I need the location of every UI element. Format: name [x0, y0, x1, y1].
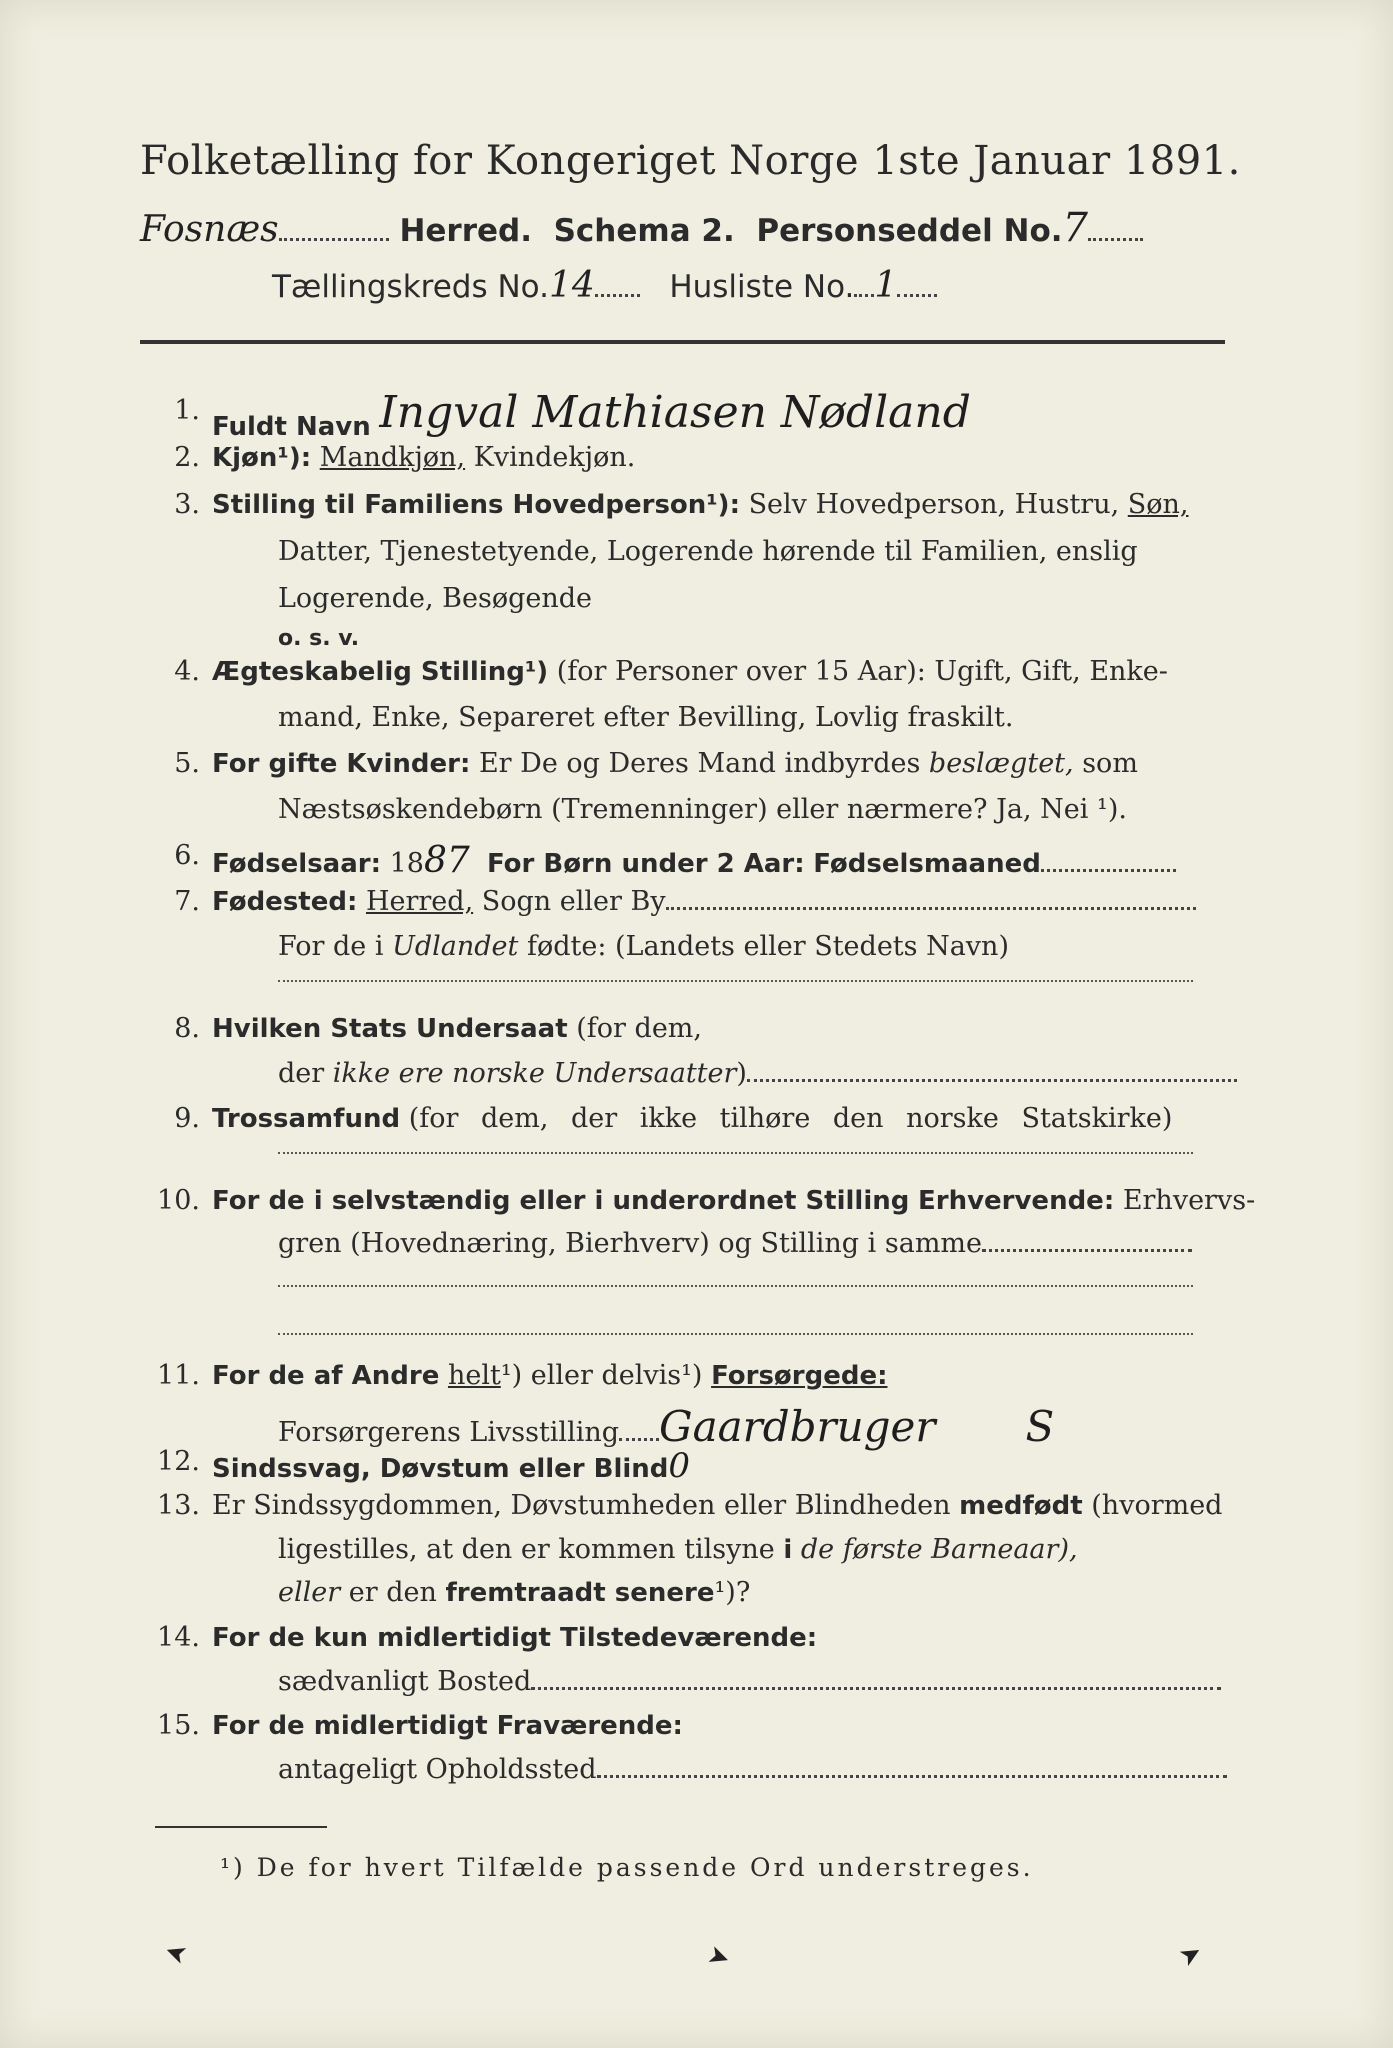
item-text: ligestilles, at den er kommen tilsyne	[278, 1534, 775, 1565]
item-label: For de af Andre	[212, 1361, 440, 1391]
dotted-line	[279, 232, 389, 241]
item-number: 15.	[157, 1710, 200, 1741]
dotted-line	[982, 1243, 1192, 1252]
item-text: er den	[348, 1577, 437, 1608]
dotted-line	[595, 288, 640, 297]
footnote-divider	[155, 1826, 327, 1828]
item-text: Selv Hovedperson, Hustru,	[748, 489, 1120, 520]
item-label: Hvilken Stats Undersaat	[212, 1014, 568, 1044]
item-number: 9.	[174, 1103, 200, 1134]
item-text: (for dem, der ikke tilhøre den norske Statskirke)	[408, 1103, 1173, 1134]
dotted-line	[1041, 863, 1176, 872]
item-text: (for Personer over 15 Aar): Ugift, Gift, Enke-	[556, 656, 1168, 687]
position-option-son: Søn,	[1127, 489, 1189, 520]
husliste-label: Husliste No.	[669, 269, 855, 305]
item-text: Er Sindssygdommen, Døvstumheden eller Blindheden	[212, 1490, 951, 1521]
disability-answer: 0	[668, 1446, 691, 1486]
item-number: 6.	[174, 840, 200, 871]
item-label: For de i selvstændig eller i underordnet Stilling	[212, 1186, 910, 1216]
item-number: 13.	[157, 1490, 200, 1521]
register-arrow-icon: ➤	[1173, 1936, 1208, 1974]
item-label: Forsørgede:	[711, 1361, 888, 1391]
dotted-line	[1088, 232, 1143, 241]
item-text: ikke ere norske Undersaatter	[332, 1058, 737, 1089]
kreds-value: 14	[548, 265, 595, 306]
item-label: For de kun midlertidigt Tilstedeværende:	[212, 1623, 818, 1653]
item-label: For gifte Kvinder:	[212, 749, 471, 779]
item-text: Forsørgerens Livsstilling	[278, 1417, 620, 1448]
dotted-line	[666, 901, 1196, 910]
item-text: For de i	[278, 931, 384, 962]
item-label: Fødselsaar:	[212, 849, 381, 879]
dependency-option-helt: helt	[447, 1360, 501, 1391]
item-text: (hvormed	[1091, 1490, 1223, 1521]
item-label: Ægteskabelig Stilling¹)	[212, 657, 549, 687]
provider-occupation-mark: S	[1025, 1402, 1055, 1451]
answer-line	[278, 1285, 1193, 1287]
dotted-line	[854, 288, 874, 297]
item-text: mand, Enke, Separeret efter Bevilling, Lovlig fraskilt.	[278, 702, 1014, 733]
header-row-2	[272, 265, 937, 306]
item-label: i	[783, 1535, 793, 1565]
personseddel-value: 7	[1062, 205, 1088, 251]
item-text: )	[736, 1058, 747, 1089]
item-number: 3.	[174, 489, 200, 520]
item-text: sædvanligt Bosted	[278, 1666, 532, 1697]
item-text: Logerende, Besøgende	[278, 583, 592, 614]
dotted-line	[747, 1073, 1237, 1082]
dotted-line	[597, 1769, 1227, 1778]
gender-option-female: Kvindekjøn.	[473, 442, 636, 473]
form-title: Folketælling for Kongeriget Norge 1ste Januar 1891.	[140, 138, 1241, 184]
husliste-value: 1	[874, 265, 898, 306]
item-text: Er De og Deres Mand indbyrdes	[478, 748, 921, 779]
item-text: de første Barneaar),	[800, 1534, 1078, 1565]
item-number: 1.	[174, 395, 200, 426]
item-number: 4.	[174, 656, 200, 687]
item-label: Stilling til Familiens Hovedperson¹):	[212, 490, 740, 520]
item-number: 14.	[157, 1622, 200, 1653]
dotted-line	[897, 288, 937, 297]
item-label: Trossamfund	[212, 1104, 401, 1134]
birth-year-answer: 87	[423, 840, 470, 881]
item-text: gren (Hovednæring, Bierhverv) og Stilling i samme	[278, 1228, 983, 1259]
item-label: Fuldt Navn	[212, 412, 371, 442]
dotted-line	[619, 1432, 659, 1441]
item-text: Datter, Tjenestetyende, Logerende hørende til Familien, enslig	[278, 536, 1138, 567]
gender-option-male: Mandkjøn,	[319, 442, 466, 473]
kreds-label: Tællingskreds No.	[272, 269, 549, 305]
item-text: eller	[278, 1577, 341, 1608]
item-text: Næstsøskendebørn (Tremenninger) eller nærmere? Ja, Nei ¹).	[278, 794, 1127, 825]
item-text: (for dem,	[576, 1013, 702, 1044]
item-text: Udlandet	[392, 931, 519, 962]
item-label: Kjøn¹):	[212, 443, 312, 473]
provider-occupation-answer: Gaardbruger	[659, 1402, 936, 1451]
schema-label: Schema 2.	[553, 213, 735, 249]
item-label: Sindssvag, Døvstum eller Blind	[212, 1454, 669, 1484]
dotted-line	[531, 1681, 1221, 1690]
item-number: 12.	[157, 1446, 200, 1477]
header-row-1	[140, 205, 1143, 251]
item-text: fødte: (Landets eller Stedets Navn)	[526, 931, 1009, 962]
item-text: ¹)?	[714, 1577, 751, 1608]
item-text: der	[278, 1058, 325, 1089]
item-text: som	[1082, 748, 1138, 779]
item-number: 8.	[174, 1013, 200, 1044]
item-text: Erhvervs-	[1122, 1185, 1256, 1216]
item-number: 5.	[174, 748, 200, 779]
item-label: For de midlertidigt Fraværende:	[212, 1711, 683, 1741]
footnote: ¹) De for hvert Tilfælde passende Ord understreges.	[220, 1853, 1034, 1882]
personseddel-label: Personseddel No.	[756, 213, 1063, 249]
item-label: Fødested:	[212, 887, 358, 917]
item-text: beslægtet,	[928, 748, 1074, 779]
item-text: Sogn eller By	[481, 886, 666, 917]
full-name-answer: Ingval Mathiasen Nødland	[379, 387, 971, 438]
item-number: 10.	[157, 1185, 200, 1216]
item-text: antageligt Opholdssted	[278, 1754, 597, 1785]
item-label: fremtraadt senere	[445, 1578, 715, 1608]
birth-year-prefix: 18	[389, 848, 424, 879]
answer-line	[278, 1152, 1193, 1154]
item-label: For Børn under 2 Aar:	[486, 849, 805, 879]
herred-label: Herred.	[399, 213, 532, 249]
item-label: Fødselsmaaned	[813, 849, 1041, 879]
birthplace-option-herred: Herred,	[365, 886, 474, 917]
register-arrow-icon: ➤	[160, 1935, 192, 1971]
answer-line	[278, 1333, 1193, 1335]
item-text: ¹) eller delvis¹)	[500, 1360, 703, 1391]
item-text: o. s. v.	[278, 626, 360, 651]
header-divider	[140, 340, 1225, 344]
register-arrow-icon: ➤	[703, 1939, 735, 1975]
item-label: medfødt	[959, 1491, 1083, 1521]
answer-line	[278, 980, 1193, 982]
item-number: 7.	[174, 886, 200, 917]
item-number: 2.	[174, 442, 200, 473]
item-label: Erhvervende:	[917, 1186, 1115, 1216]
item-number: 11.	[157, 1360, 200, 1391]
herred-value: Fosnæs	[140, 209, 279, 250]
